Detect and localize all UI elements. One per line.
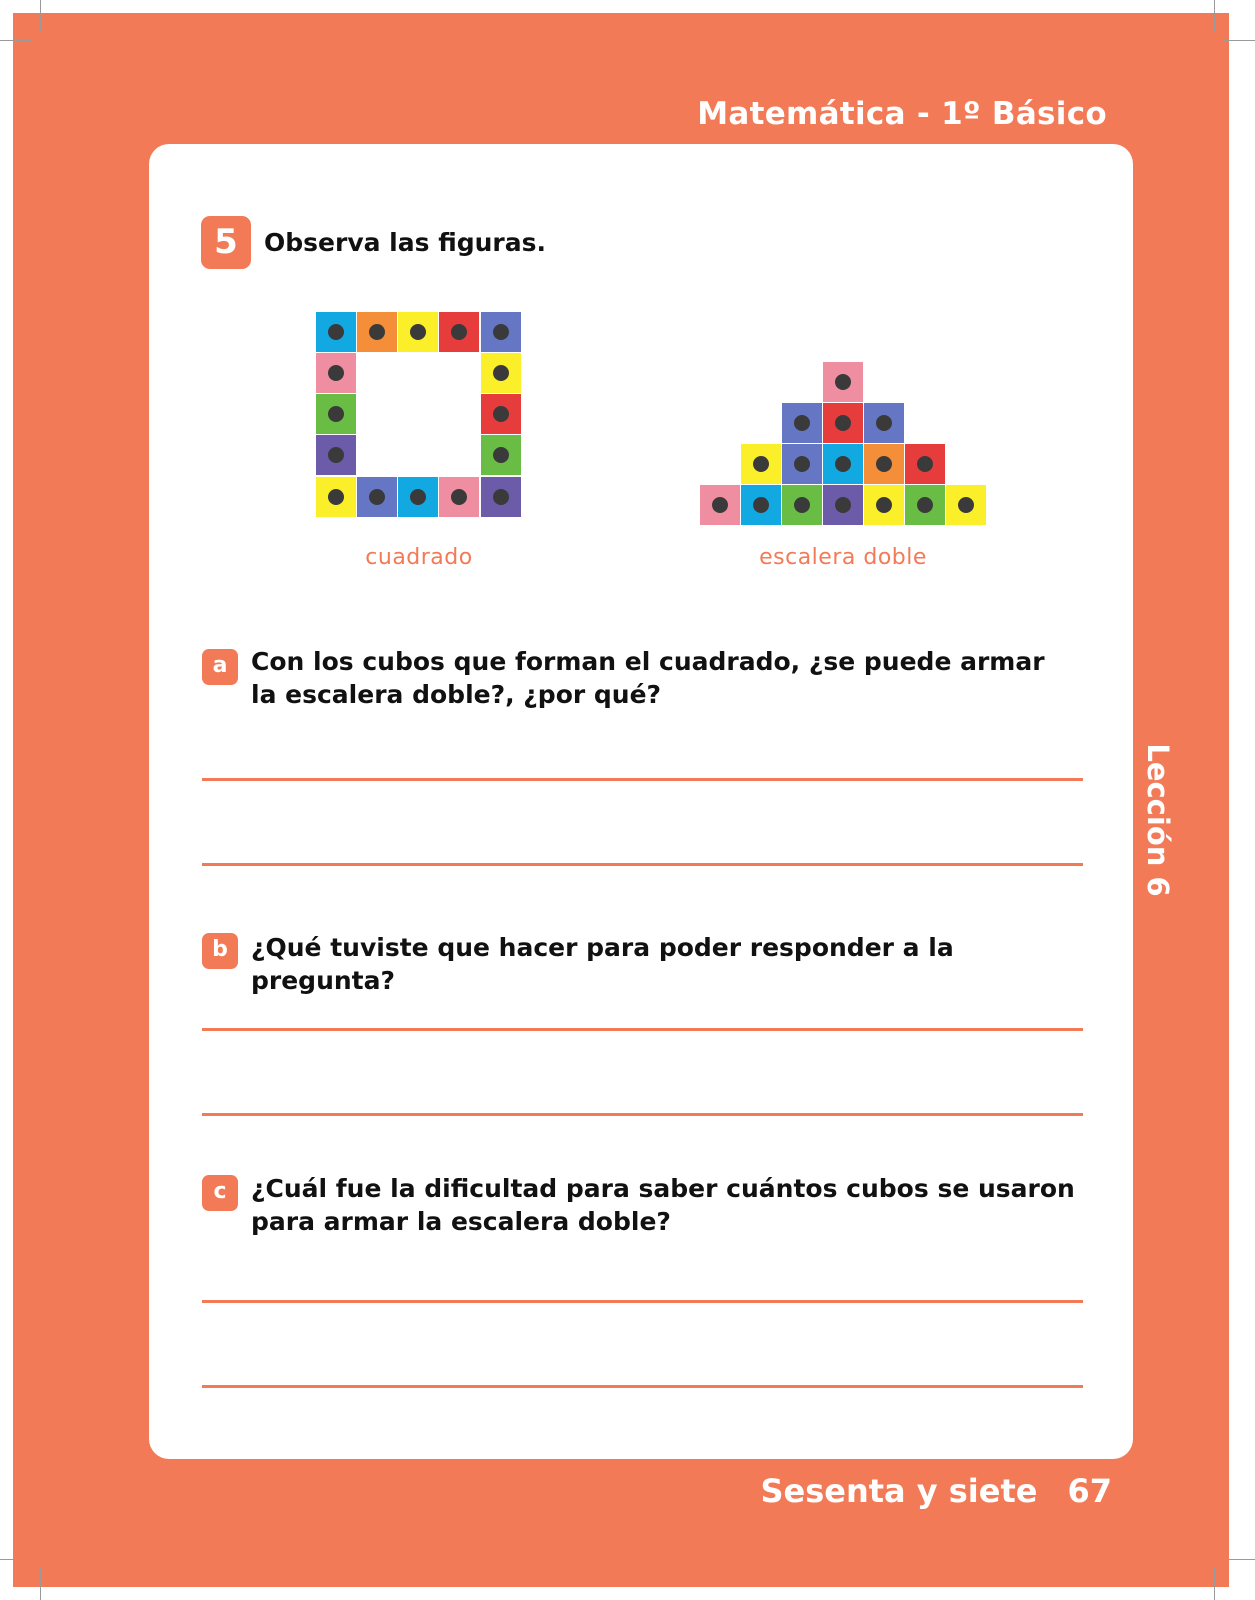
figure-double-staircase bbox=[700, 362, 986, 526]
cube bbox=[398, 312, 438, 352]
cube bbox=[481, 353, 521, 393]
question-a-text bbox=[251, 645, 1081, 711]
cube bbox=[316, 435, 356, 475]
figure-caption-square: cuadrado bbox=[365, 545, 473, 570]
cube bbox=[905, 485, 945, 525]
exercise-card bbox=[149, 144, 1133, 1459]
exercise-instruction: Observa las figuras. bbox=[264, 228, 547, 257]
question-a-line2: la escalera doble?, ¿por qué? bbox=[251, 680, 662, 709]
crop-mark bbox=[1223, 1559, 1255, 1560]
cube bbox=[905, 444, 945, 484]
cube bbox=[439, 477, 479, 517]
cube bbox=[700, 485, 740, 525]
cube bbox=[741, 485, 781, 525]
cube bbox=[481, 312, 521, 352]
cube bbox=[946, 485, 986, 525]
question-c-line2: para armar la escalera doble? bbox=[251, 1207, 671, 1236]
question-c-text bbox=[251, 1172, 1081, 1238]
cube bbox=[316, 394, 356, 434]
question-c-line1: ¿Cuál fue la dificultad para saber cuántos cubos se usaron bbox=[251, 1174, 1075, 1203]
cube bbox=[864, 403, 904, 443]
answer-line-c1[interactable] bbox=[202, 1300, 1083, 1303]
cube bbox=[823, 362, 863, 402]
cube bbox=[823, 444, 863, 484]
answer-line-a2[interactable] bbox=[202, 863, 1083, 866]
crop-mark bbox=[0, 40, 32, 41]
question-b-line1: ¿Qué tuviste que hacer para poder responder a la pregunta? bbox=[251, 933, 954, 995]
crop-mark bbox=[1214, 1568, 1215, 1600]
crop-mark bbox=[40, 1568, 41, 1600]
crop-mark bbox=[40, 0, 41, 32]
cube bbox=[316, 312, 356, 352]
cube bbox=[316, 353, 356, 393]
cube bbox=[782, 485, 822, 525]
page-number: 67 bbox=[1067, 1472, 1112, 1510]
question-c-badge: c bbox=[202, 1175, 238, 1211]
answer-line-a1[interactable] bbox=[202, 778, 1083, 781]
cube bbox=[864, 485, 904, 525]
page-header-title: Matemática - 1º Básico bbox=[697, 96, 1107, 132]
cube bbox=[357, 312, 397, 352]
question-a-line1: Con los cubos que forman el cuadrado, ¿se puede armar bbox=[251, 647, 1045, 676]
cube bbox=[439, 312, 479, 352]
question-b-text bbox=[251, 931, 1081, 997]
cube bbox=[823, 485, 863, 525]
figure-square bbox=[316, 312, 522, 518]
page-footer bbox=[760, 1472, 1112, 1510]
crop-mark bbox=[0, 1559, 32, 1560]
cube bbox=[823, 403, 863, 443]
page-number-words: Sesenta y siete bbox=[760, 1472, 1038, 1510]
answer-line-c2[interactable] bbox=[202, 1385, 1083, 1388]
answer-line-b2[interactable] bbox=[202, 1113, 1083, 1116]
cube bbox=[782, 403, 822, 443]
crop-mark bbox=[1223, 40, 1255, 41]
cube bbox=[481, 435, 521, 475]
cube bbox=[864, 444, 904, 484]
crop-mark bbox=[1214, 0, 1215, 32]
question-b-badge: b bbox=[202, 933, 238, 969]
cube bbox=[481, 394, 521, 434]
lesson-label: Lección 6 bbox=[1141, 743, 1175, 897]
exercise-number-badge: 5 bbox=[201, 216, 251, 269]
cube bbox=[316, 477, 356, 517]
cube bbox=[357, 477, 397, 517]
cube bbox=[782, 444, 822, 484]
figure-caption-staircase: escalera doble bbox=[759, 545, 927, 570]
cube bbox=[481, 477, 521, 517]
question-a-badge: a bbox=[202, 649, 238, 685]
cube bbox=[398, 477, 438, 517]
lesson-side-tab bbox=[1138, 743, 1178, 897]
cube bbox=[741, 444, 781, 484]
answer-line-b1[interactable] bbox=[202, 1028, 1083, 1031]
